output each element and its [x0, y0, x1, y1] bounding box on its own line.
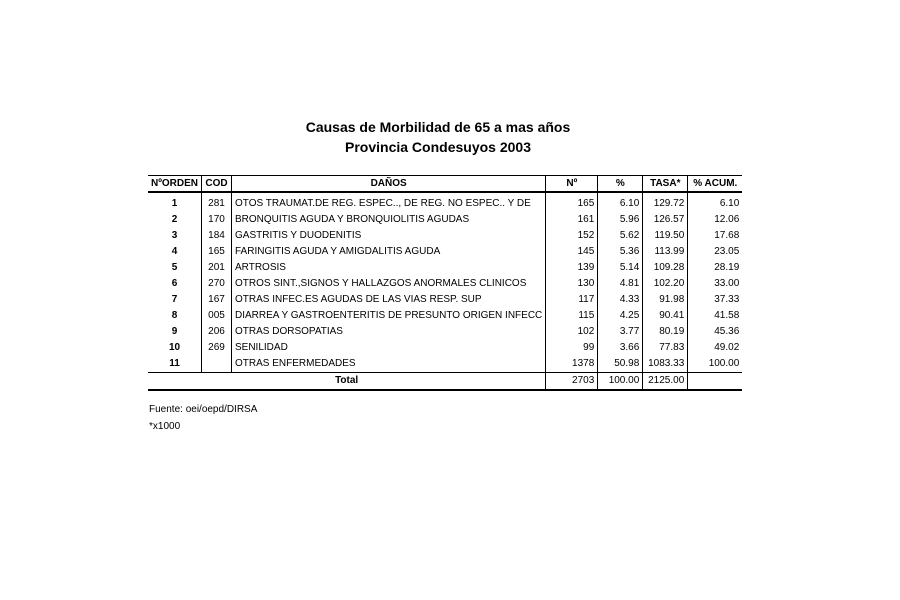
- cell-orden: 8: [171, 310, 178, 321]
- cell-n: 102: [546, 324, 598, 340]
- table-header: [148, 176, 742, 193]
- table-row: [148, 356, 742, 373]
- total-tasa: 2125.00: [643, 373, 688, 391]
- cell-dano: OTRAS INFEC.ES AGUDAS DE LAS VIAS RESP. SUP: [232, 292, 546, 308]
- table-row: [148, 244, 742, 260]
- cell-tasa: 119.50: [643, 228, 688, 244]
- cell-dano: OTRAS DORSOPATIAS: [232, 324, 546, 340]
- cell-n: 139: [546, 260, 598, 276]
- cell-dano: OTROS SINT.,SIGNOS Y HALLAZGOS ANORMALES CLINICOS: [232, 276, 546, 292]
- cell-dano: OTRAS ENFERMEDADES: [232, 356, 546, 373]
- morbidity-table: [148, 175, 742, 391]
- cell-pct: 4.81: [598, 276, 643, 292]
- header-danos: DAÑOS: [232, 176, 546, 193]
- header-tasa: TASA*: [643, 176, 688, 193]
- cell-orden: 9: [171, 326, 178, 337]
- cell-n: 99: [546, 340, 598, 356]
- cell-pct: 5.36: [598, 244, 643, 260]
- cell-n: 1378: [546, 356, 598, 373]
- cell-orden: 10: [168, 342, 181, 353]
- header-n: Nº: [546, 176, 598, 193]
- cell-acum: 49.02: [688, 340, 743, 356]
- cell-acum: 23.05: [688, 244, 743, 260]
- cell-acum: 45.36: [688, 324, 743, 340]
- cell-cod: 206: [202, 324, 232, 340]
- cell-cod: [202, 356, 232, 373]
- table-row: [148, 276, 742, 292]
- table-row: [148, 228, 742, 244]
- cell-cod: 184: [202, 228, 232, 244]
- cell-cod: 170: [202, 212, 232, 228]
- cell-tasa: 102.20: [643, 276, 688, 292]
- cell-cod: 270: [202, 276, 232, 292]
- table-row: [148, 192, 742, 212]
- cell-cod: 269: [202, 340, 232, 356]
- cell-cod: 167: [202, 292, 232, 308]
- header-cod: COD: [202, 176, 232, 193]
- table-row: [148, 324, 742, 340]
- header-acum: % ACUM.: [688, 176, 743, 193]
- cell-tasa: 90.41: [643, 308, 688, 324]
- cell-orden: 3: [171, 230, 178, 241]
- cell-orden: 7: [171, 294, 178, 305]
- cell-cod: 201: [202, 260, 232, 276]
- header-row: [148, 176, 742, 193]
- cell-cod: 165: [202, 244, 232, 260]
- cell-dano: FARINGITIS AGUDA Y AMIGDALITIS AGUDA: [232, 244, 546, 260]
- cell-acum: 37.33: [688, 292, 743, 308]
- table-body: [148, 192, 742, 373]
- table-row: [148, 292, 742, 308]
- table-row: [148, 212, 742, 228]
- cell-dano: BRONQUITIS AGUDA Y BRONQUIOLITIS AGUDAS: [232, 212, 546, 228]
- table-title: Causas de Morbilidad de 65 a mas años: [305, 119, 571, 135]
- total-label: Total: [148, 373, 546, 391]
- cell-dano: DIARREA Y GASTROENTERITIS DE PRESUNTO ORIGEN INFECC: [232, 308, 546, 324]
- cell-tasa: 113.99: [643, 244, 688, 260]
- table-row: [148, 260, 742, 276]
- total-n: 2703: [546, 373, 598, 391]
- cell-dano: OTOS TRAUMAT.DE REG. ESPEC.., DE REG. NO ESPEC.. Y DE: [232, 192, 546, 212]
- table-subtitle: Provincia Condesuyos 2003: [345, 139, 531, 155]
- cell-pct: 3.66: [598, 340, 643, 356]
- rate-note: *x1000: [149, 421, 181, 432]
- cell-n: 145: [546, 244, 598, 260]
- cell-pct: 50.98: [598, 356, 643, 373]
- cell-dano: SENILIDAD: [232, 340, 546, 356]
- cell-tasa: 1083.33: [643, 356, 688, 373]
- cell-orden: 11: [169, 358, 180, 369]
- total-row: [148, 373, 742, 391]
- cell-pct: 4.33: [598, 292, 643, 308]
- header-orden: NºORDEN: [148, 176, 202, 193]
- cell-tasa: 91.98: [643, 292, 688, 308]
- cell-orden: 4: [171, 246, 178, 257]
- cell-pct: 5.62: [598, 228, 643, 244]
- cell-acum: 33.00: [688, 276, 743, 292]
- cell-n: 161: [546, 212, 598, 228]
- cell-pct: 6.10: [598, 192, 643, 212]
- cell-dano: GASTRITIS Y DUODENITIS: [232, 228, 546, 244]
- cell-n: 130: [546, 276, 598, 292]
- cell-n: 165: [546, 192, 598, 212]
- cell-n: 152: [546, 228, 598, 244]
- cell-tasa: 80.19: [643, 324, 688, 340]
- cell-acum: 28.19: [688, 260, 743, 276]
- cell-tasa: 77.83: [643, 340, 688, 356]
- cell-n: 115: [546, 308, 598, 324]
- cell-acum: 6.10: [688, 192, 743, 212]
- cell-acum: 12.06: [688, 212, 743, 228]
- header-pct: %: [598, 176, 643, 193]
- table-row: [148, 308, 742, 324]
- cell-orden: 6: [171, 278, 178, 289]
- total-pct: 100.00: [598, 373, 643, 391]
- cell-orden: 5: [171, 262, 178, 273]
- cell-dano: ARTROSIS: [232, 260, 546, 276]
- cell-cod: 005: [202, 308, 232, 324]
- cell-cod: 281: [202, 192, 232, 212]
- cell-pct: 5.96: [598, 212, 643, 228]
- cell-acum: 17.68: [688, 228, 743, 244]
- source-note: Fuente: oei/oepd/DIRSA: [149, 404, 258, 415]
- cell-pct: 4.25: [598, 308, 643, 324]
- cell-tasa: 129.72: [643, 192, 688, 212]
- table-row: [148, 340, 742, 356]
- table-footer: [148, 373, 742, 391]
- cell-n: 117: [546, 292, 598, 308]
- cell-pct: 3.77: [598, 324, 643, 340]
- cell-tasa: 109.28: [643, 260, 688, 276]
- total-acum: [688, 373, 743, 391]
- cell-tasa: 126.57: [643, 212, 688, 228]
- cell-orden: 1: [171, 198, 178, 209]
- cell-orden: 2: [171, 214, 178, 225]
- cell-pct: 5.14: [598, 260, 643, 276]
- cell-acum: 41.58: [688, 308, 743, 324]
- cell-acum: 100.00: [688, 356, 743, 373]
